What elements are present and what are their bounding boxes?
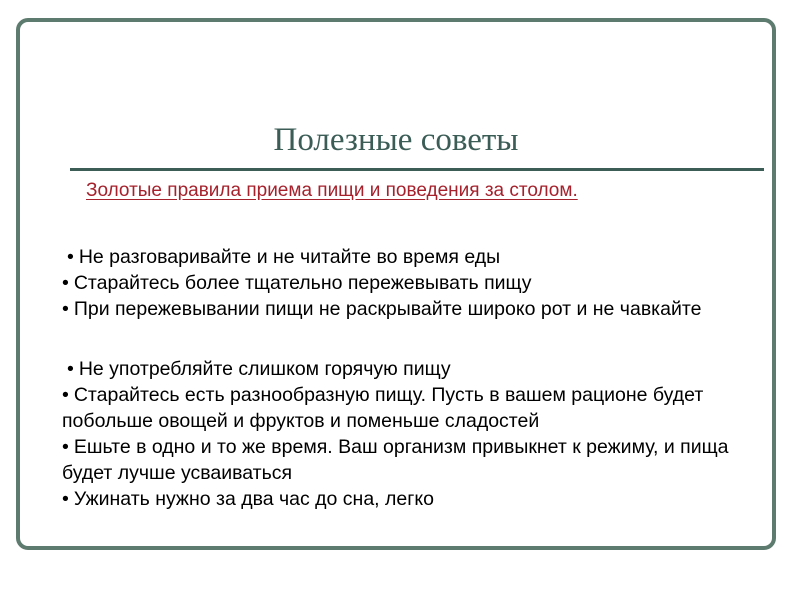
list-item — [62, 356, 762, 382]
bullet-icon: • — [62, 384, 69, 406]
list-item-text: Ужинать нужно за два час до сна, легко — [73, 488, 434, 510]
list-item — [62, 270, 762, 296]
list-item — [62, 382, 762, 434]
list-item — [62, 296, 762, 322]
list-item — [62, 244, 762, 270]
list-item-text: Ешьте в одно и то же время. Ваш организм привыкнет к режиму, и пища будет лучше усваиваться — [62, 436, 729, 484]
slide-frame — [16, 18, 776, 550]
tips-list-1 — [62, 244, 762, 322]
list-item-text: Не употребляйте слишком горячую пищу — [78, 358, 451, 380]
bullet-icon: • — [67, 358, 74, 380]
tips-list-2 — [62, 356, 762, 512]
list-item-text: Старайтесь более тщательно пережевывать пищу — [73, 272, 532, 294]
list-item-text: При пережевывании пищи не раскрывайте широко рот и не чавкайте — [73, 298, 702, 320]
bullet-icon: • — [67, 246, 74, 268]
title-underline-rule — [70, 168, 764, 171]
bullet-icon: • — [62, 436, 69, 458]
list-item-text: Не разговаривайте и не читайте во время еды — [78, 246, 501, 268]
slide-title: Полезные советы — [273, 122, 519, 158]
bullet-icon: • — [62, 298, 69, 320]
bullet-icon: • — [62, 488, 69, 510]
bullet-icon: • — [62, 272, 69, 294]
list-item — [62, 486, 762, 512]
list-item — [62, 434, 762, 486]
list-item-text: Старайтесь есть разнообразную пищу. Пусть в вашем рационе будет побольше овощей и фруктов и поменьше сладостей — [62, 384, 704, 432]
slide-subtitle: Золотые правила приема пищи и поведения за столом. — [86, 180, 578, 201]
